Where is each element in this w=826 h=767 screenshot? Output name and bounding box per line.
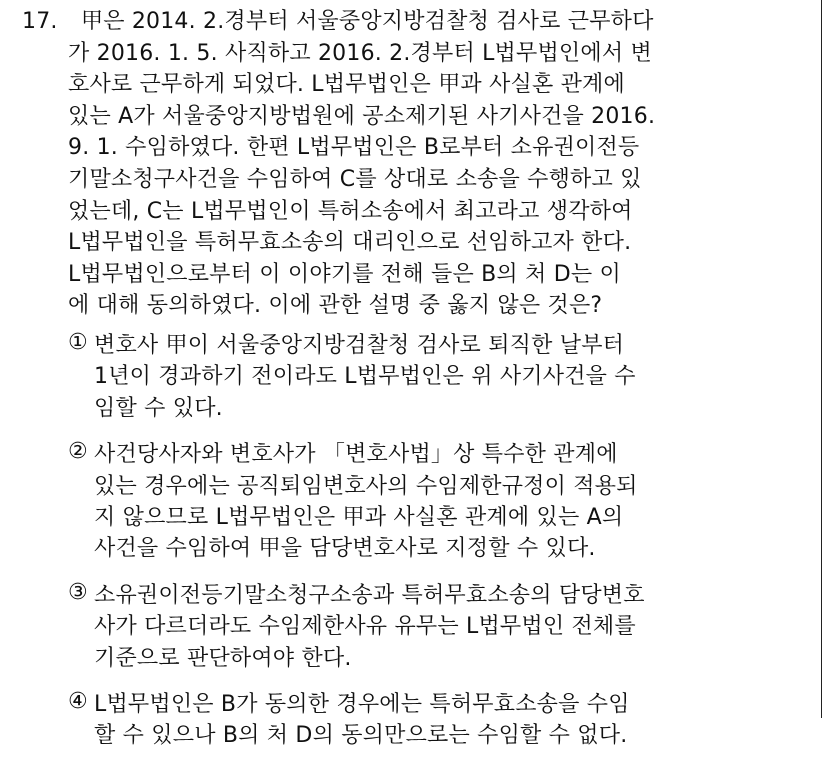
option-line: 변호사 甲이 서울중앙지방검찰청 검사로 퇴직한 날부터 [94, 333, 625, 358]
option-line: 사건을 수임하여 甲을 담당변호사로 지정할 수 있다. [94, 536, 596, 562]
option-line: 임할 수 있다. [94, 395, 223, 421]
answer-option-3[interactable] [68, 580, 768, 674]
answer-option-1[interactable] [68, 330, 768, 424]
answer-option-2[interactable] [68, 439, 768, 565]
answer-options [68, 330, 768, 767]
option-marker: ② [68, 439, 88, 465]
option-marker: ① [68, 330, 88, 355]
option-line: 사건당사자와 변호사가 「변호사법」상 특수한 관계에 [94, 442, 618, 468]
question-line: 호사로 근무하게 되었다. L법무법인은 甲과 사실혼 관계에 [68, 72, 625, 98]
question-block [22, 6, 782, 322]
page-right-border [821, 0, 823, 718]
question-line: L법무법인으로부터 이 이야기를 전해 들은 B의 처 D는 이 [68, 261, 621, 287]
option-line: 소유권이전등기말소청구소송과 특허무효소송의 담당변호 [94, 582, 645, 608]
option-marker: ④ [68, 689, 88, 715]
question-line: 기말소청구사건을 수임하여 C를 상대로 소송을 수행하고 있 [68, 166, 642, 192]
question-line: 가 2016. 1. 5. 사직하고 2016. 2.경부터 L법무법인에서 변 [68, 40, 652, 66]
question-line: 었는데, C는 L법무법인이 특허소송에서 최고라고 생각하여 [68, 198, 633, 224]
question-line: 에 대해 동의하였다. 이에 관한 설명 중 옳지 않은 것은? [68, 293, 603, 319]
question-line: L법무법인을 특허무효소송의 대리인으로 선임하고자 한다. [68, 230, 632, 256]
option-line: L법무법인은 B가 동의한 경우에는 특허무효소송을 수임 [94, 692, 630, 718]
question-line: 甲은 2014. 2.경부터 서울중앙지방검찰청 검사로 근무하다 [81, 9, 654, 34]
option-marker: ③ [68, 579, 88, 605]
option-line: 있는 경우에는 공직퇴임변호사의 수임제한규정이 적용되 [94, 473, 638, 499]
option-line: 1년이 경과하기 전이라도 L법무법인은 위 사기사건을 수 [94, 364, 636, 390]
question-line: 9. 1. 수임하였다. 한편 L법무법인은 B로부터 소유권이전등 [68, 135, 640, 161]
question-line: 있는 A가 서울중앙지방법원에 공소제기된 사기사건을 2016. [68, 103, 656, 129]
option-line: 지 않으므로 L법무법인은 甲과 사실혼 관계에 있는 A의 [94, 505, 624, 531]
option-line: 할 수 있으나 B의 처 D의 동의만으로는 수임할 수 없다. [94, 723, 628, 749]
option-line: 사가 다르더라도 수임제한사유 유무는 L법무법인 전체를 [94, 614, 636, 640]
question-number: 17. [22, 9, 58, 34]
answer-option-4[interactable] [68, 689, 768, 752]
option-line: 기준으로 판단하여야 한다. [94, 645, 352, 671]
